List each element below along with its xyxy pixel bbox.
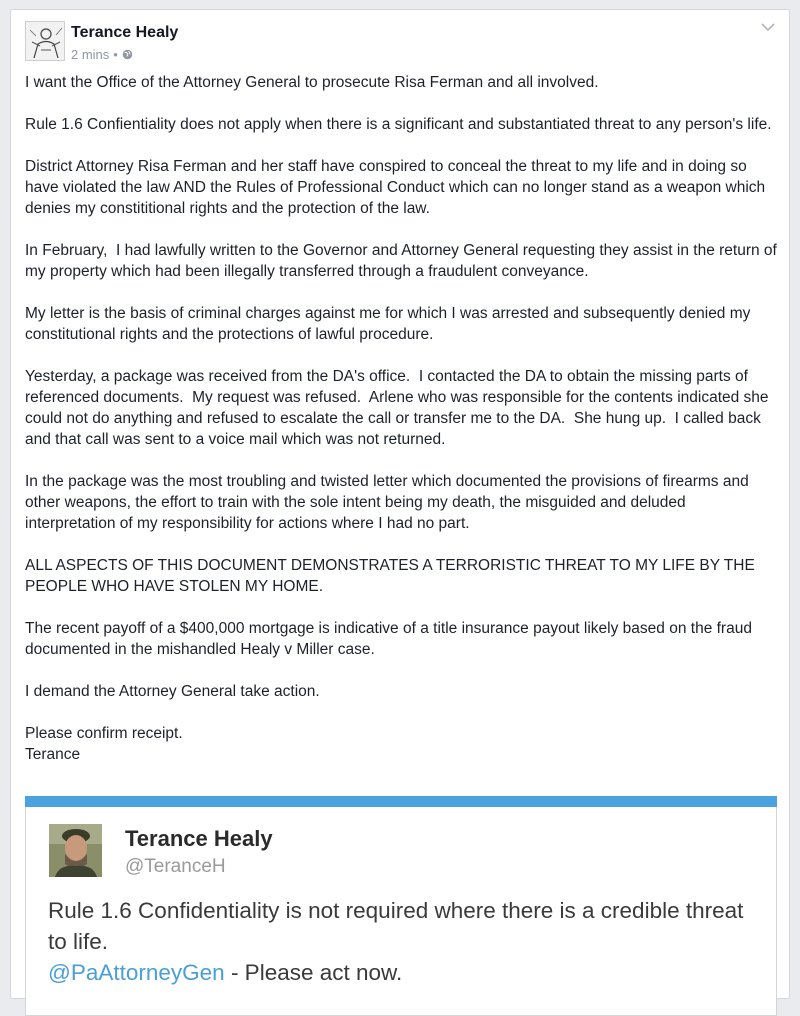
post-body xyxy=(25,72,782,765)
author-avatar[interactable] xyxy=(25,21,65,61)
post-paragraph: In February, I had lawfully written to the Governor and Attorney General requesting they assist in the return of my property which had been illegally transferred through a fraudulent conveyance. xyxy=(25,242,782,280)
embed-avatar[interactable] xyxy=(49,824,102,877)
embed-text-body: Rule 1.6 Confidentiality is not required where there is a credible threat to life. xyxy=(48,898,744,954)
globe-icon[interactable] xyxy=(122,49,133,60)
closing-line: Please confirm receipt. xyxy=(25,725,183,742)
embed-author-handle[interactable]: @TeranceH xyxy=(125,856,226,877)
post-timestamp[interactable]: 2 mins xyxy=(71,47,110,62)
meta-separator: • xyxy=(113,47,118,62)
post-paragraph: My letter is the basis of criminal charges against me for which I was arrested and subsequently denied my constitutional rights and the protections of lawful procedure. xyxy=(25,305,755,343)
post-card xyxy=(10,9,790,999)
post-paragraph: Rule 1.6 Confientiality does not apply when there is a significant and substantiated threat to any person's life. xyxy=(25,116,772,133)
profile-photo-icon xyxy=(49,824,102,877)
embedded-tweet[interactable] xyxy=(25,796,777,1016)
post-meta xyxy=(71,47,133,62)
post-paragraph: ALL ASPECTS OF THIS DOCUMENT DEMONSTRATES A TERRORISTIC THREAT TO MY LIFE BY THE PEOPLE WHO HAVE STOLEN MY HOME. xyxy=(25,557,760,595)
mention-link[interactable]: @PaAttorneyGen xyxy=(48,960,225,985)
avatar-sketch-icon xyxy=(26,22,65,61)
embed-author-name[interactable]: Terance Healy xyxy=(125,826,273,851)
post-paragraph: I want the Office of the Attorney General to prosecute Risa Ferman and all involved. xyxy=(25,74,599,91)
post-paragraph: I demand the Attorney General take action. xyxy=(25,683,320,700)
post-paragraph: Yesterday, a package was received from the DA's office. I contacted the DA to obtain the missing parts of referenced documents. My request was refused. Arlene who was responsible for the contents indicated she could not do anything and refused to escalate the call or transfer me to the DA. She hung up. I called back and that call was sent to a voice mail which was not returned. xyxy=(25,368,773,448)
post-paragraph: In the package was the most troubling and twisted letter which documented the provisions of firearms and other weapons, the effort to train with the sole intent being my death, the misguided and deluded interpretation of my responsibility for actions where I had no part. xyxy=(25,473,754,532)
chevron-down-icon[interactable] xyxy=(761,22,775,32)
post-paragraph: District Attorney Risa Ferman and her staff have conspired to conceal the threat to my life and in doing so have violated the law AND the Rules of Professional Conduct which can no longer stand as a weapon which denies my constititional rights and the protection of the law. xyxy=(25,158,770,217)
signature-line: Terance xyxy=(25,746,81,763)
embed-text-tail: - Please act now. xyxy=(224,960,403,985)
post-paragraph: The recent payoff of a $400,000 mortgage is indicative of a title insurance payout likely based on the fraud documented in the mishandled Healy v Miller case. xyxy=(25,620,757,658)
embed-tweet-text xyxy=(48,895,748,988)
author-name[interactable]: Terance Healy xyxy=(71,24,179,41)
embed-accent-bar xyxy=(25,796,777,807)
